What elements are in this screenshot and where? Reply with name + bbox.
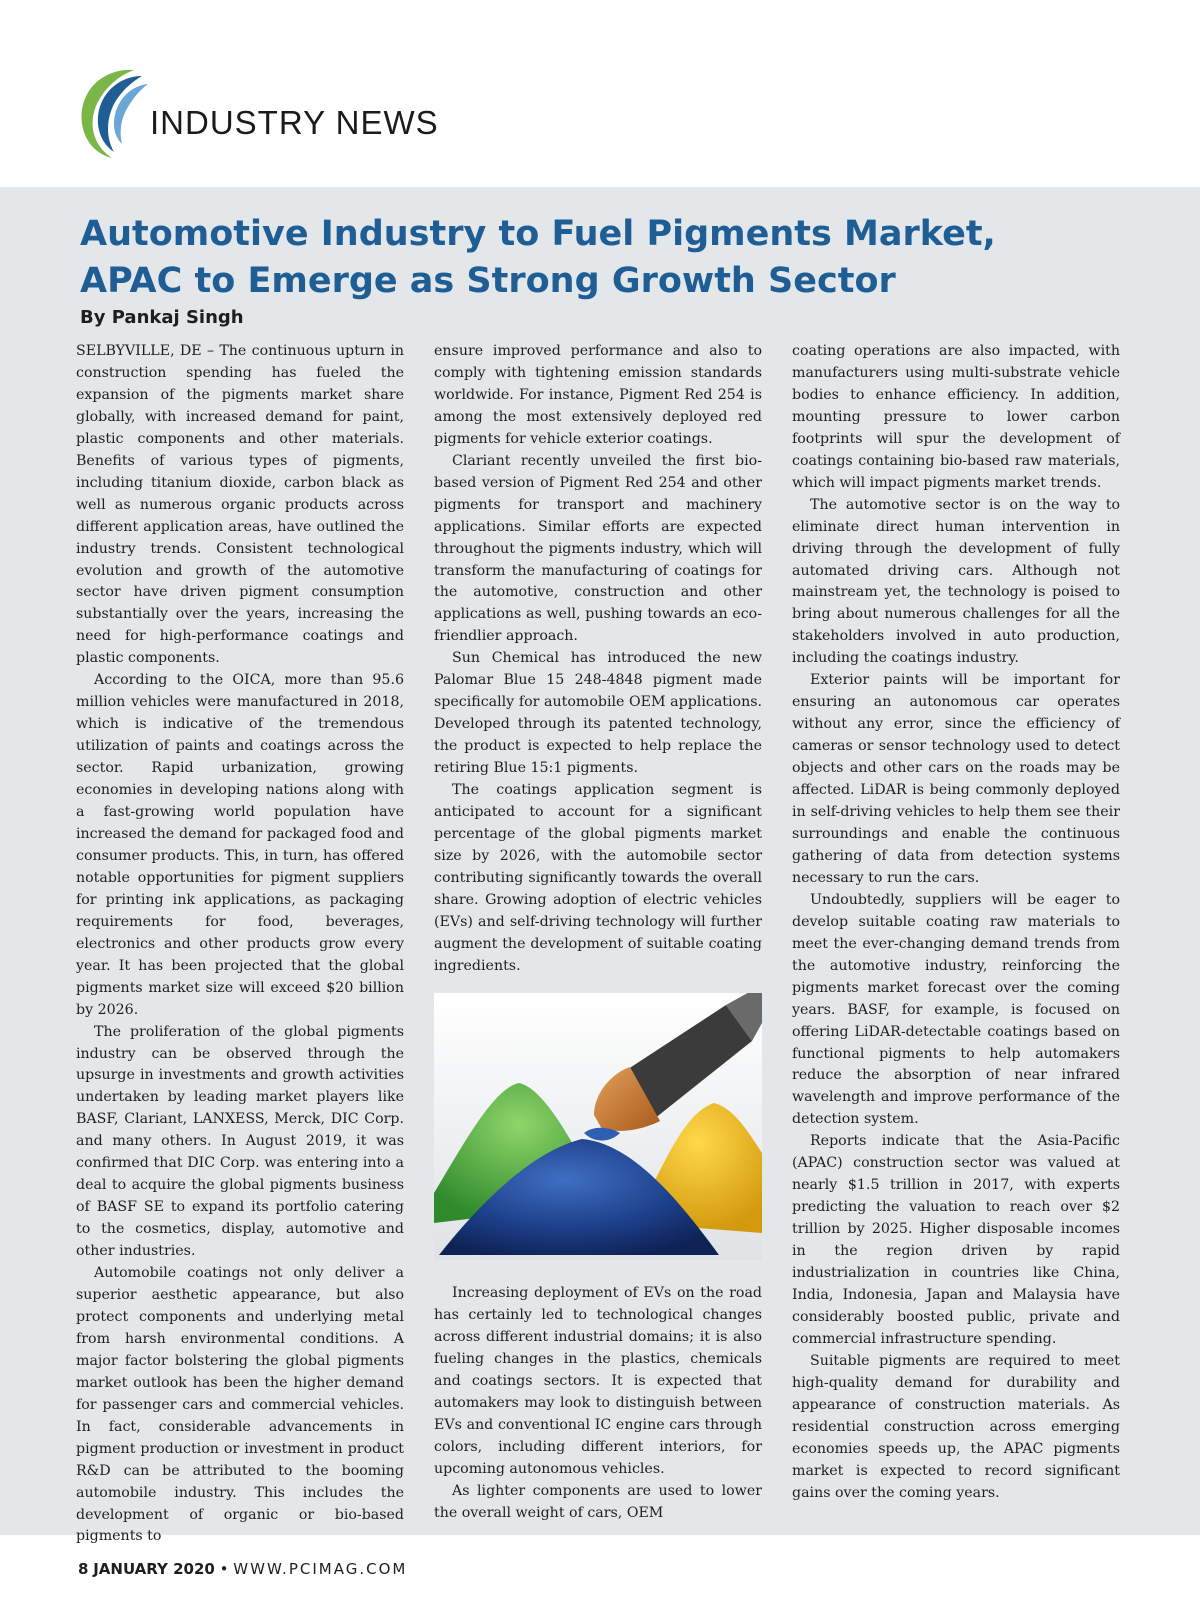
paragraph: SELBYVILLE, DE – The continuous upturn in construction spending has fueled the expansion of the pigments market share globally, with increased demand for paint, plastic components and other materials. Benefits of various types of pigments, including titanium dioxide, carbon black as well as numerous organic products across different application areas, have outlined the industry trends. Consistent technological evolution and growth of the automotive sector have driven pigment consumption substantially over the years, increasing the need for high-performance coatings and plastic components. [76, 343, 404, 667]
paragraph: The coatings application segment is anticipated to account for a significant percentage of the global pigments market size by 2026, with the automobile sector contributing significantly towards the overall share. Growing adoption of electric vehicles (EVs) and self-driving technology will further augment the development of suitable coating ingredients. [434, 782, 762, 974]
paragraph: Increasing deployment of EVs on the road has certainly led to technological changes across different industrial domains; it is also fueling changes in the plastics, chemicals and coatings sectors. It is expected that automakers may look to distinguish between EVs and conventional IC engine cars through colors, including different interiors, for upcoming autonomous vehicles. [434, 1285, 762, 1477]
headline-line-1: Automotive Industry to Fuel Pigments Market, [80, 214, 996, 254]
paragraph: The automotive sector is on the way to eliminate direct human intervention in driving through the development of fully automated driving cars. Although not mainstream yet, the technology is poised to bring about numerous challenges for all the stakeholders involved in auto production, including the coatings industry. [792, 496, 1120, 667]
paragraph: ensure improved performance and also to comply with tightening emission standards worldwide. For instance, Pigment Red 254 is among the most extensively deployed red pigments for vehicle exterior coatings. [434, 343, 762, 447]
paragraph: coating operations are also impacted, with manufacturers using multi-substrate vehicle bodies to enhance efficiency. In addition, mounting pressure to lower carbon footprints will spur the development of coatings containing bio-based raw materials, which will impact pigments market trends. [792, 343, 1120, 491]
paragraph: Reports indicate that the Asia-Pacific (APAC) construction sector was valued at nearly $1.5 trillion in 2017, with experts predicting the valuation to reach over $2 trillion by 2025. Higher disposable incomes in the region driven by rapid industrialization in countries like China, India, Indonesia, Japan and Malaysia have considerably boosted public, private and commercial infrastructure spending. [792, 1133, 1120, 1347]
page-number: 8 [78, 1560, 89, 1578]
issue-date: JANUARY 2020 [93, 1560, 215, 1578]
pigment-powder-photo [434, 993, 762, 1260]
paragraph: Automobile coatings not only deliver a superior aesthetic appearance, but also protect components and underlying metal from harsh environmental conditions. A major factor bolstering the global pigments market outlook has been the higher demand for passenger cars and commercial vehicles. In fact, considerable advancements in pigment production or investment in product R&D can be attributed to the booming automobile industry. This includes the development of organic or bio-based pigments to [76, 1265, 404, 1545]
paragraph: Suitable pigments are required to meet high-quality demand for durability and appearance of construction materials. As residential construction across emerging economies speeds up, the APAC pigments market is expected to record significant gains over the coming years. [792, 1352, 1120, 1501]
paragraph: The proliferation of the global pigments industry can be observed through the upsurge in investments and growth activities undertaken by leading market players like BASF, Clariant, LANXESS, Merck, DIC Corp. and many others. In August 2019, it was confirmed that DIC Corp. was entering into a deal to acquire the global pigments business of BASF SE to expand its portfolio catering to the cosmetics, display, automotive and other industries. [76, 1023, 404, 1260]
footer-separator: • [219, 1560, 229, 1578]
text-column-2-continued [434, 1283, 762, 1524]
paragraph: Sun Chemical has introduced the new Palomar Blue 15 248-4848 pigment made specifically for automobile OEM applications. Developed through its patented technology, the product is expected to help replace the retiring Blue 15:1 pigments. [434, 650, 762, 777]
article-headline [80, 211, 1140, 305]
footer-url: WWW.PCIMAG.COM [233, 1560, 408, 1578]
headline-line-2: APAC to Emerge as Strong Growth Sector [80, 261, 896, 301]
paragraph: According to the OICA, more than 95.6 million vehicles were manufactured in 2018, which is indicative of the tremendous utilization of paints and coatings across the sector. Rapid urbanization, growing economies in developing nations along with a fast-growing world population have increased the demand for packaged food and consumer products. This, in turn, has offered notable opportunities for pigment suppliers for printing ink applications, as packaging requirements for food, beverages, electronics and other products grow every year. It has been projected that the global pigments market size will exceed $20 billion by 2026. [76, 672, 404, 1018]
paragraph: Clariant recently unveiled the first bio-based version of Pigment Red 254 and other pigments for transport and machinery applications. Similar efforts are expected throughout the pigments industry, which will transform the manufacturing of coatings for the automotive, construction and other applications as well, pushing towards an eco-friendlier approach. [434, 452, 762, 645]
paragraph: Undoubtedly, suppliers will be eager to develop suitable coating raw materials to meet the ever-changing demand trends from the automotive industry, reinforcing the pigments market forecast over the coming years. BASF, for example, is focused on offering LiDAR-detectable coatings based on functional pigments to help automakers reduce the absorption of near infrared wavelength and improve performance of the detection system. [792, 891, 1120, 1128]
byline: By Pankaj Singh [80, 307, 244, 328]
text-column-1 [76, 341, 404, 1548]
paragraph: Exterior paints will be important for ensuring an autonomous car operates without any error, since the efficiency of cameras or sensor technology used to detect objects and other cars on the roads may be affected. LiDAR is being commonly deployed in self-driving vehicles to help them see their surroundings and enable the continuous gathering of data from detection systems necessary to run the cars. [792, 672, 1120, 886]
text-column-3 [792, 341, 1120, 1505]
section-label: INDUSTRY NEWS [150, 104, 439, 141]
text-column-2 [434, 341, 762, 978]
paragraph: As lighter components are used to lower the overall weight of cars, OEM [434, 1482, 762, 1521]
page-header [0, 0, 1200, 187]
page-footer [78, 1560, 407, 1578]
